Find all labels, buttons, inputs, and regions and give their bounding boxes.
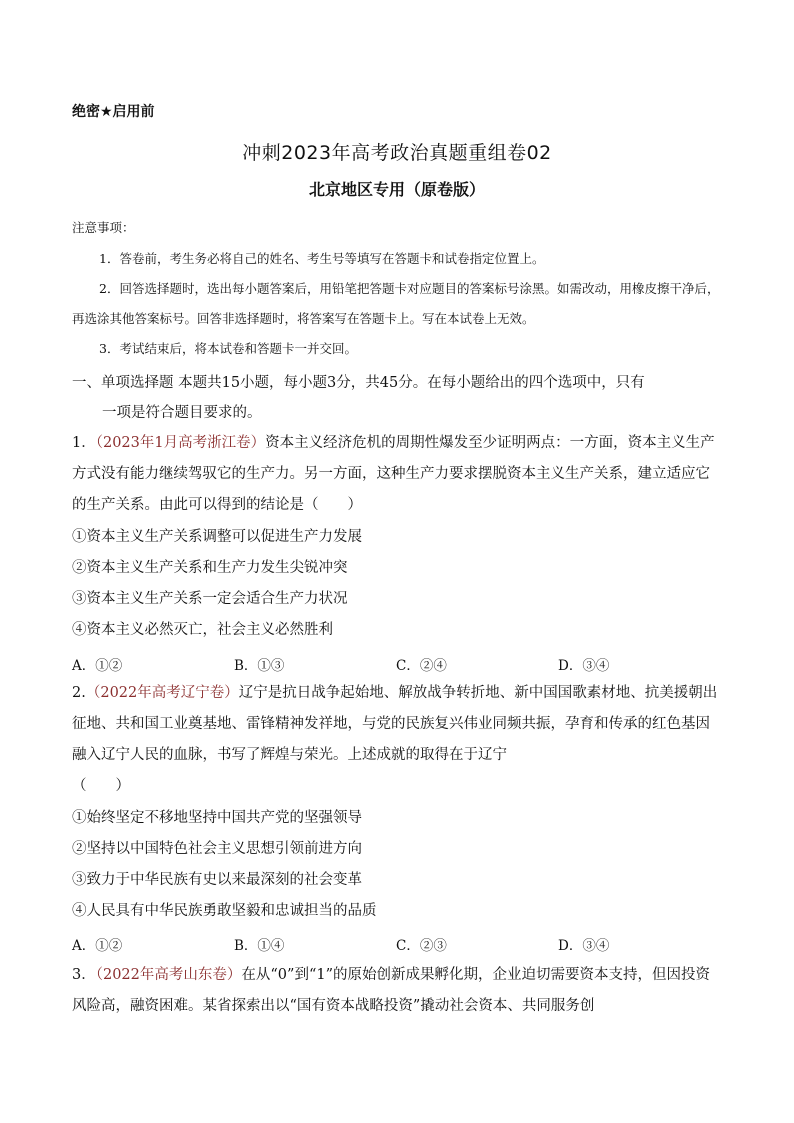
section-heading <box>72 368 724 428</box>
statement: ④资本主义必然灭亡，社会主义必然胜利 <box>72 622 333 638</box>
statement: ④人民具有中华民族勇敢坚毅和忠诚担当的品质 <box>72 903 377 919</box>
section-heading-line1: 一、单项选择题 本题共15小题，每小题3分，共45分。在每小题给出的四个选项中，只有 <box>72 375 645 391</box>
confidential-mark: 绝密★启用前 <box>72 104 155 120</box>
answer-parentheses: （ ） <box>72 778 130 794</box>
question-source: （2023年1月高考浙江卷） <box>95 435 266 451</box>
option-c[interactable]: C．②④ <box>396 658 447 674</box>
page-title: 冲刺2023年高考政治真题重组卷02 <box>242 142 552 164</box>
option-d[interactable]: D．③④ <box>558 938 610 954</box>
question-2-options <box>72 928 724 958</box>
question-2-stem <box>72 678 724 802</box>
question-source: （2022年高考辽宁卷） <box>85 685 239 701</box>
question-1-statements <box>72 522 724 646</box>
notice-heading: 注意事项： <box>72 220 135 235</box>
notice-item: 2．回答选择题时，选出每小题答案后，用铅笔把答题卡对应题目的答案标号涂黑。如需改动，用橡皮擦干净后，再选涂其他答案标号。回答非选择题时，将答案写在答题卡上。写在本试卷上无效。 <box>72 281 720 326</box>
question-number: 1． <box>72 435 96 451</box>
question-1-options <box>72 648 724 678</box>
page-subtitle: 北京地区专用（原卷版） <box>308 180 485 199</box>
question-number: 2. <box>72 685 86 701</box>
question-text: 在从“0”到“1”的原始创新成果孵化期，企业迫切需要资本支持，但因投资风险高，融资困难。某省探索出以“国有资本战略投资”撬动社会资本、共同服务创 <box>72 967 710 1014</box>
option-b[interactable]: B．①④ <box>234 938 285 954</box>
option-a[interactable]: A．①② <box>72 658 123 674</box>
statement: ①始终坚定不移地坚持中国共产党的坚强领导 <box>72 810 362 826</box>
notice-item: 1．答卷前，考生务必将自己的姓名、考生号等填写在答题卡和试卷指定位置上。 <box>99 251 545 266</box>
statement: ②资本主义生产关系和生产力发生尖锐冲突 <box>72 560 348 576</box>
statement: ②坚持以中国特色社会主义思想引领前进方向 <box>72 841 362 857</box>
notice-item: 3．考试结束后，将本试卷和答题卡一并交回。 <box>99 341 357 356</box>
option-b[interactable]: B．①③ <box>234 658 285 674</box>
option-a[interactable]: A．①② <box>72 938 123 954</box>
option-d[interactable]: D．③④ <box>558 658 610 674</box>
option-c[interactable]: C．②③ <box>396 938 447 954</box>
question-2-statements <box>72 803 724 927</box>
statement: ③致力于中华民族有史以来最深刻的社会变革 <box>72 872 362 888</box>
question-source: （2022年高考山东卷） <box>95 967 242 983</box>
statement: ①资本主义生产关系调整可以促进生产力发展 <box>72 529 362 545</box>
notice-list <box>72 244 724 364</box>
statement: ③资本主义生产关系一定会适合生产力状况 <box>72 591 348 607</box>
question-1-stem <box>72 428 724 521</box>
question-number: 3． <box>72 967 96 983</box>
section-heading-line2: 一项是符合题目要求的。 <box>102 405 262 421</box>
question-text: 辽宁是抗日战争起始地、解放战争转折地、新中国国歌素材地、抗美援朝出征地、共和国工业奠基地、雷锋精神发祥地，与党的民族复兴伟业同频共振，孕育和传承的红色基因融入辽宁人民的血脉，书写了辉煌与荣光。上述成就的取得在于辽宁 <box>72 685 718 763</box>
question-3-stem <box>72 960 724 1022</box>
question-text: 资本主义经济危机的周期性爆发至少证明两点：一方面，资本主义生产方式没有能力继续驾驭它的生产力。另一方面，这种生产力要求摆脱资本主义生产关系，建立适应它的生产关系。由此可以得到的结论是（ ） <box>72 435 715 513</box>
